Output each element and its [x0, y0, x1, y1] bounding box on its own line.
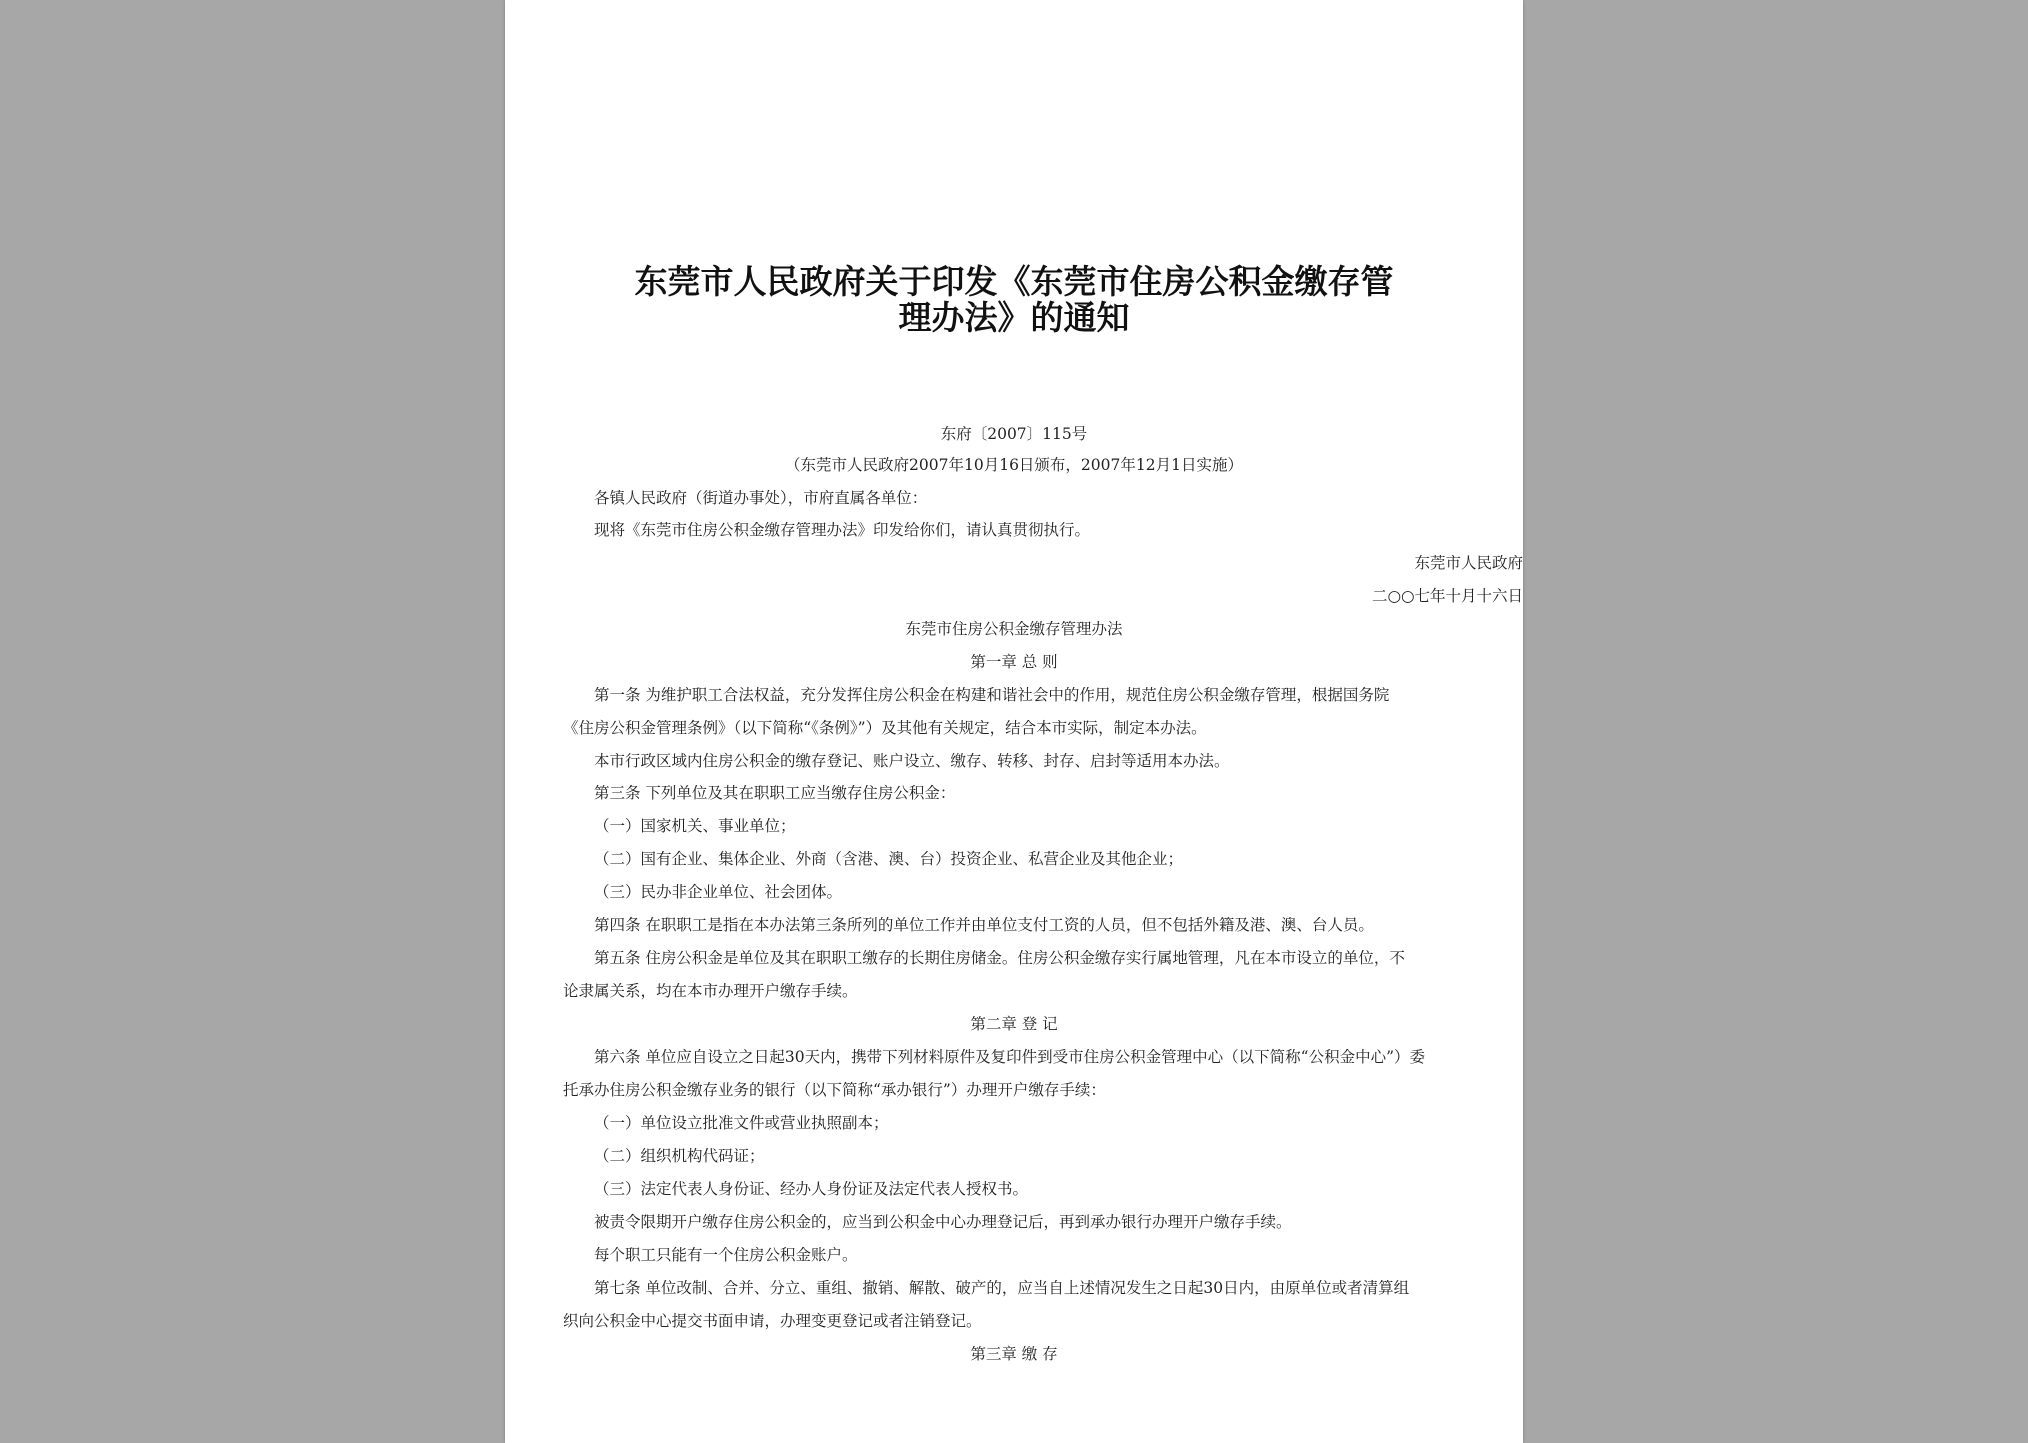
issue-date: 二○○七年十月十六日 — [1371, 587, 1523, 605]
article-1-line-2: 《住房公积金管理条例》（以下简称“《条例》”）及其他有关规定，结合本市实际，制定本办法。 — [563, 719, 1207, 737]
regulation-title: 东莞市住房公积金缴存管理办法 — [905, 620, 1123, 638]
article-4: 第四条 在职职工是指在本办法第三条所列的单位工作并由单位支付工资的人员，但不包括外籍及港、澳、台人员。 — [594, 916, 1374, 934]
document-page — [505, 0, 1523, 1443]
article-6-item-3: （三）法定代表人身份证、经办人身份证及法定代表人授权书。 — [594, 1180, 1029, 1198]
article-6-paragraph-3: 每个职工只能有一个住房公积金账户。 — [594, 1246, 858, 1264]
article-5-line-1: 第五条 住房公积金是单位及其在职职工缴存的长期住房储金。住房公积金缴存实行属地管理，凡在本市设立的单位，不 — [594, 949, 1405, 967]
chapter-2-title: 第二章 登 记 — [970, 1015, 1058, 1033]
article-6-line-1: 第六条 单位应自设立之日起30天内，携带下列材料原件及复印件到受市住房公积金管理中心（以下简称“公积金中心”）委 — [594, 1048, 1426, 1066]
article-6-item-1: （一）单位设立批准文件或营业执照副本； — [594, 1114, 889, 1132]
document-title-line-1: 东莞市人民政府关于印发《东莞市住房公积金缴存管 — [634, 262, 1394, 301]
article-7-line-2: 织向公积金中心提交书面申请，办理变更登记或者注销登记。 — [563, 1312, 982, 1330]
article-5-line-2: 论隶属关系，均在本市办理开户缴存手续。 — [563, 982, 858, 1000]
document-title-line-2: 理办法》的通知 — [898, 298, 1130, 337]
article-2: 本市行政区域内住房公积金的缴存登记、账户设立、缴存、转移、封存、启封等适用本办法。 — [594, 752, 1230, 770]
notice-text: 现将《东莞市住房公积金缴存管理办法》印发给你们，请认真贯彻执行。 — [594, 521, 1091, 539]
issue-info: （东莞市人民政府2007年10月16日颁布，2007年12月1日实施） — [785, 456, 1243, 474]
chapter-1-title: 第一章 总 则 — [970, 653, 1058, 671]
article-6-paragraph-2: 被责令限期开户缴存住房公积金的，应当到公积金中心办理登记后，再到承办银行办理开户缴存手续。 — [594, 1213, 1292, 1231]
article-6-line-2: 托承办住房公积金缴存业务的银行（以下简称“承办银行”）办理开户缴存手续： — [563, 1081, 1106, 1099]
article-3-item-1: （一）国家机关、事业单位； — [594, 817, 796, 835]
chapter-3-title: 第三章 缴 存 — [970, 1345, 1058, 1363]
issuer-signature: 东莞市人民政府 — [1414, 554, 1523, 572]
document-number: 东府〔2007〕115号 — [940, 425, 1088, 443]
article-6-item-2: （二）组织机构代码证； — [594, 1147, 765, 1165]
article-3: 第三条 下列单位及其在职职工应当缴存住房公积金： — [594, 784, 956, 802]
article-7-line-1: 第七条 单位改制、合并、分立、重组、撤销、解散、破产的，应当自上述情况发生之日起30日内，由原单位或者清算组 — [594, 1279, 1410, 1297]
article-3-item-2: （二）国有企业、集体企业、外商（含港、澳、台）投资企业、私营企业及其他企业； — [594, 850, 1184, 868]
addressee: 各镇人民政府（街道办事处），市府直属各单位： — [594, 489, 928, 507]
article-3-item-3: （三）民办非企业单位、社会团体。 — [594, 883, 843, 901]
article-1-line-1: 第一条 为维护职工合法权益，充分发挥住房公积金在构建和谐社会中的作用，规范住房公积金缴存管理，根据国务院 — [594, 686, 1390, 704]
